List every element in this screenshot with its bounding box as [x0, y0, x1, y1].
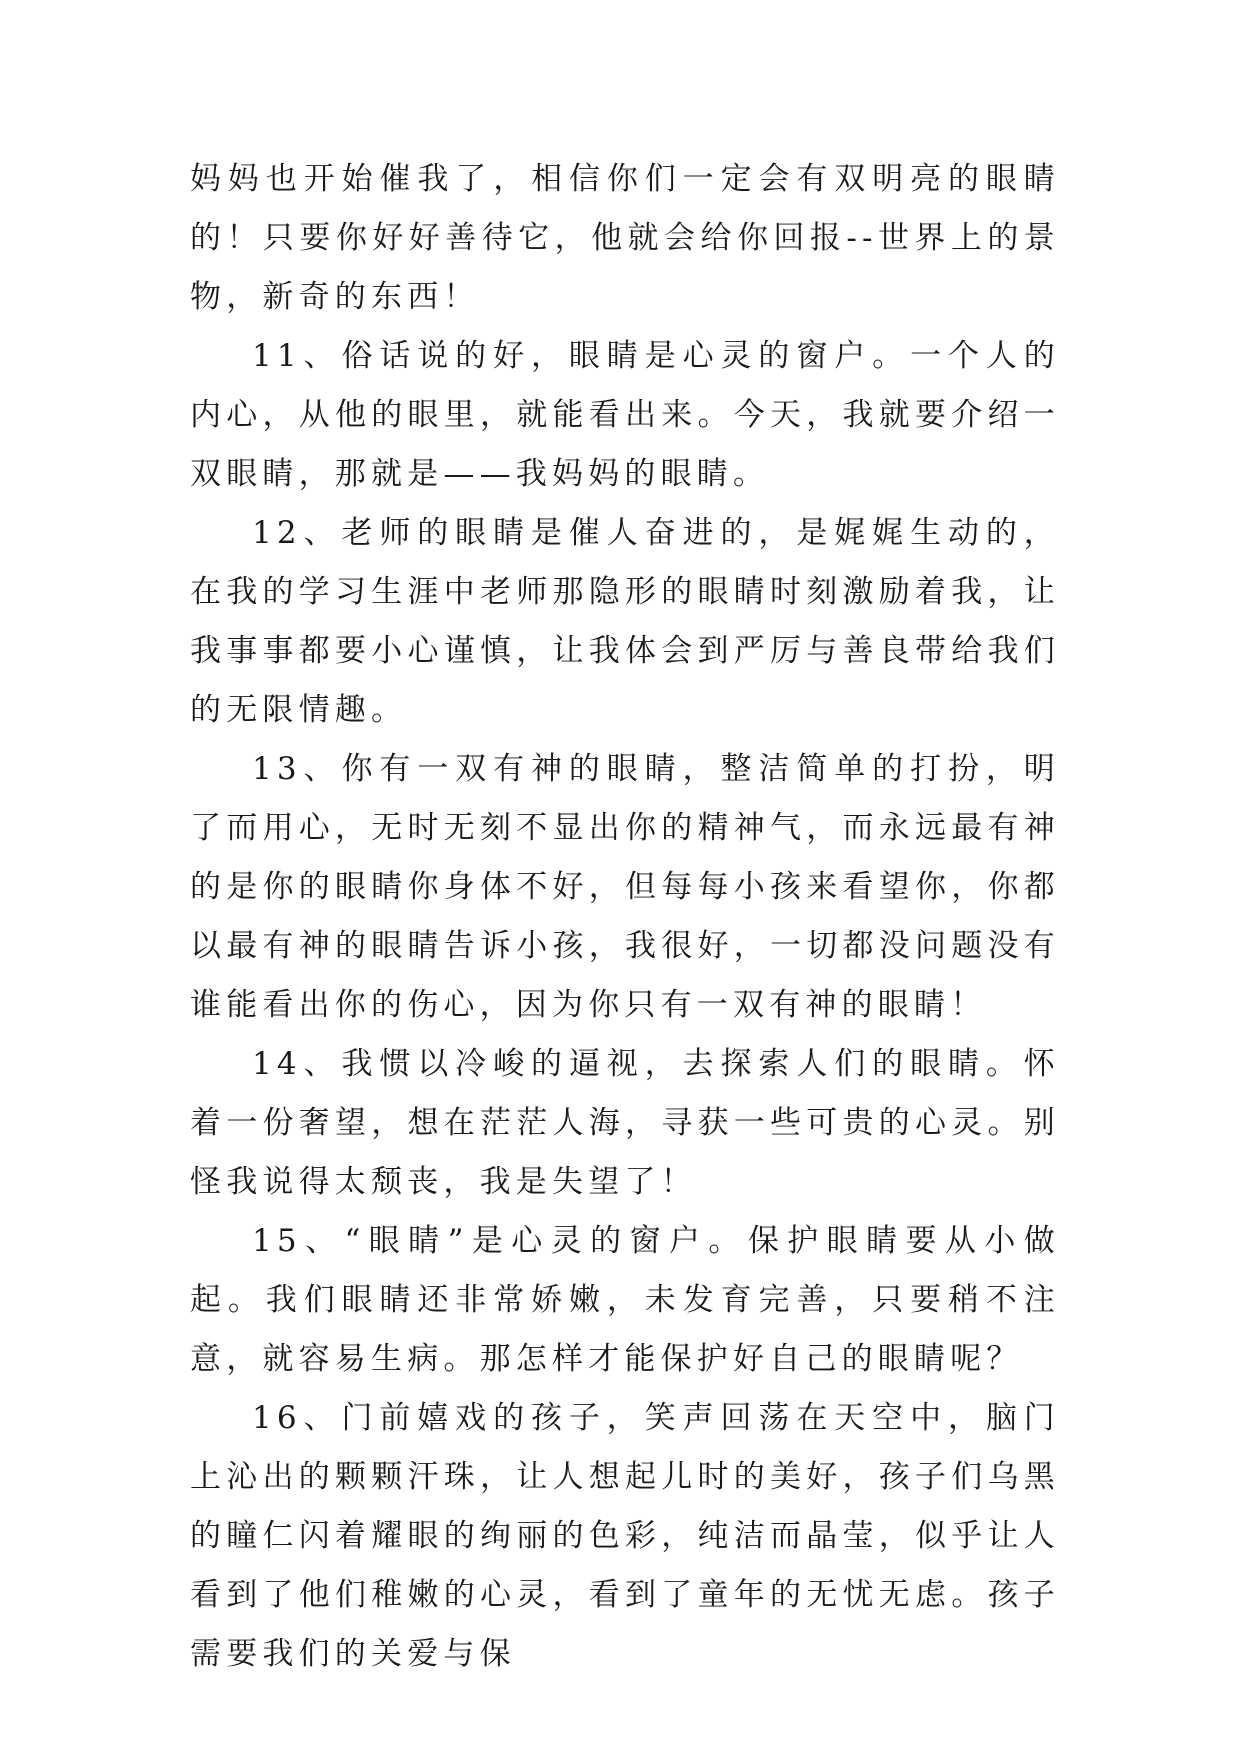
paragraph-15: 15、“眼睛”是心灵的窗户。保护眼睛要从小做起。我们眼睛还非常娇嫩，未发育完善，只要稍不注意，就容易生病。那怎样才能保护好自己的眼睛呢？ — [190, 1223, 1060, 1377]
paragraph-13: 13、你有一双有神的眼睛，整洁简单的打扮，明了而用心，无时无刻不显出你的精神气，而永远最有神的是你的眼睛你身体不好，但每每小孩来看望你，你都以最有神的眼睛告诉小孩，我很好，一切都没问题没有谁能看出你的伤心，因为你只有一双有神的眼睛！ — [190, 751, 1060, 1023]
paragraph-10-continuation: 妈妈也开始催我了，相信你们一定会有双明亮的眼睛的！只要你好好善待它，他就会给你回报--世界上的景物，新奇的东西！ — [190, 161, 1060, 315]
paragraph-11: 11、俗话说的好，眼睛是心灵的窗户。一个人的内心，从他的眼里，就能看出来。今天，我就要介绍一双眼睛，那就是——我妈妈的眼睛。 — [190, 338, 1060, 492]
paragraph-12: 12、老师的眼睛是催人奋进的，是娓娓生动的，在我的学习生涯中老师那隐形的眼睛时刻激励着我，让我事事都要小心谨慎，让我体会到严厉与善良带给我们的无限情趣。 — [190, 515, 1060, 728]
document-body — [190, 150, 1060, 1684]
paragraph-14: 14、我惯以冷峻的逼视，去探索人们的眼睛。怀着一份奢望，想在茫茫人海，寻获一些可贵的心灵。别怪我说得太颓丧，我是失望了！ — [190, 1046, 1060, 1200]
paragraph-16: 16、门前嬉戏的孩子，笑声回荡在天空中，脑门上沁出的颗颗汗珠，让人想起儿时的美好，孩子们乌黑的瞳仁闪着耀眼的绚丽的色彩，纯洁而晶莹，似乎让人看到了他们稚嫩的心灵，看到了童年的无忧无虑。孩子需要我们的关爱与保 — [190, 1400, 1060, 1672]
